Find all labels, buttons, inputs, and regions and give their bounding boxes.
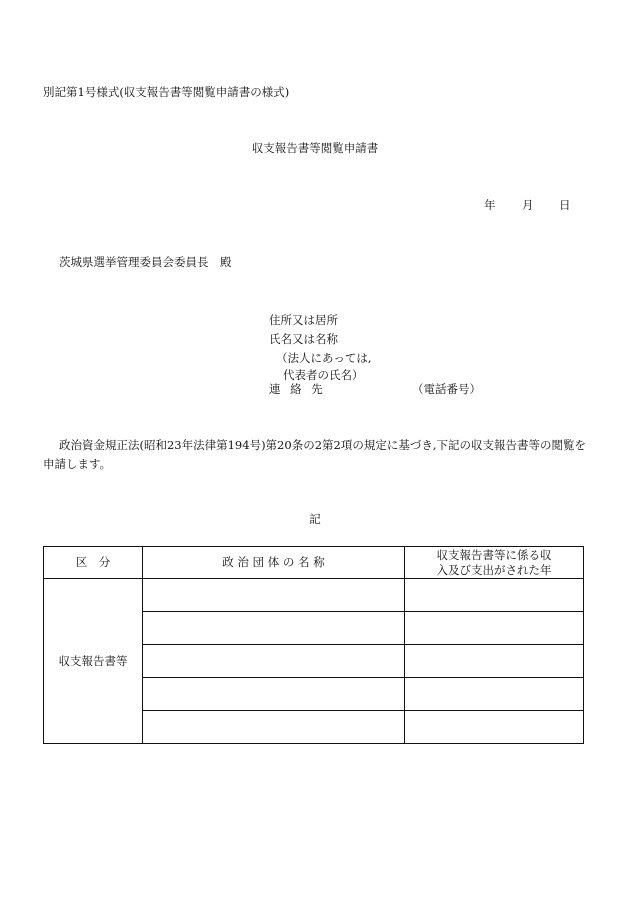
year-cell[interactable] bbox=[405, 579, 584, 612]
form-label: 別記第1号様式(収支報告書等閲覧申請書の様式) bbox=[43, 85, 290, 99]
header-year-line1: 収支報告書等に係る収 bbox=[436, 547, 552, 562]
year-cell[interactable] bbox=[405, 711, 584, 744]
ki-heading: 記 bbox=[309, 512, 321, 526]
header-year bbox=[405, 547, 584, 579]
body-text: 政治資金規正法(昭和23年法律第194号)第20条の2第2項の規定に基づき,下記の収支報告書等の閲覧を申請します。 bbox=[43, 438, 586, 471]
table-row bbox=[44, 579, 584, 612]
header-category: 区 分 bbox=[44, 547, 143, 579]
header-org-name: 政 治 団 体 の 名 称 bbox=[143, 547, 405, 579]
org-name-cell[interactable] bbox=[143, 711, 405, 744]
day-label: 日 bbox=[559, 198, 571, 212]
table-header-row bbox=[44, 547, 584, 579]
address-label: 住所又は居所 bbox=[269, 313, 338, 327]
year-label: 年 bbox=[484, 198, 496, 212]
date-line bbox=[484, 197, 571, 213]
org-name-cell[interactable] bbox=[143, 678, 405, 711]
header-year-line2: 入及び支出がされた年 bbox=[436, 562, 552, 577]
corporation-note-line1: （法人にあっては, bbox=[276, 351, 372, 365]
year-cell[interactable] bbox=[405, 645, 584, 678]
org-name-cell[interactable] bbox=[143, 579, 405, 612]
phone-label: （電話番号） bbox=[412, 382, 481, 396]
addressee: 茨城県選挙管理委員会委員長 殿 bbox=[59, 255, 232, 269]
org-name-cell[interactable] bbox=[143, 612, 405, 645]
name-label: 氏名又は名称 bbox=[269, 332, 338, 346]
org-name-cell[interactable] bbox=[143, 645, 405, 678]
contact-label: 連 絡 先 bbox=[269, 382, 326, 396]
row-label-cell: 収支報告書等 bbox=[44, 579, 143, 744]
month-label: 月 bbox=[522, 198, 534, 212]
records-table bbox=[43, 546, 584, 744]
year-cell[interactable] bbox=[405, 612, 584, 645]
corporation-note-line2: 代表者の氏名） bbox=[283, 368, 364, 382]
document-title: 収支報告書等閲覧申請書 bbox=[251, 141, 379, 155]
year-cell[interactable] bbox=[405, 678, 584, 711]
